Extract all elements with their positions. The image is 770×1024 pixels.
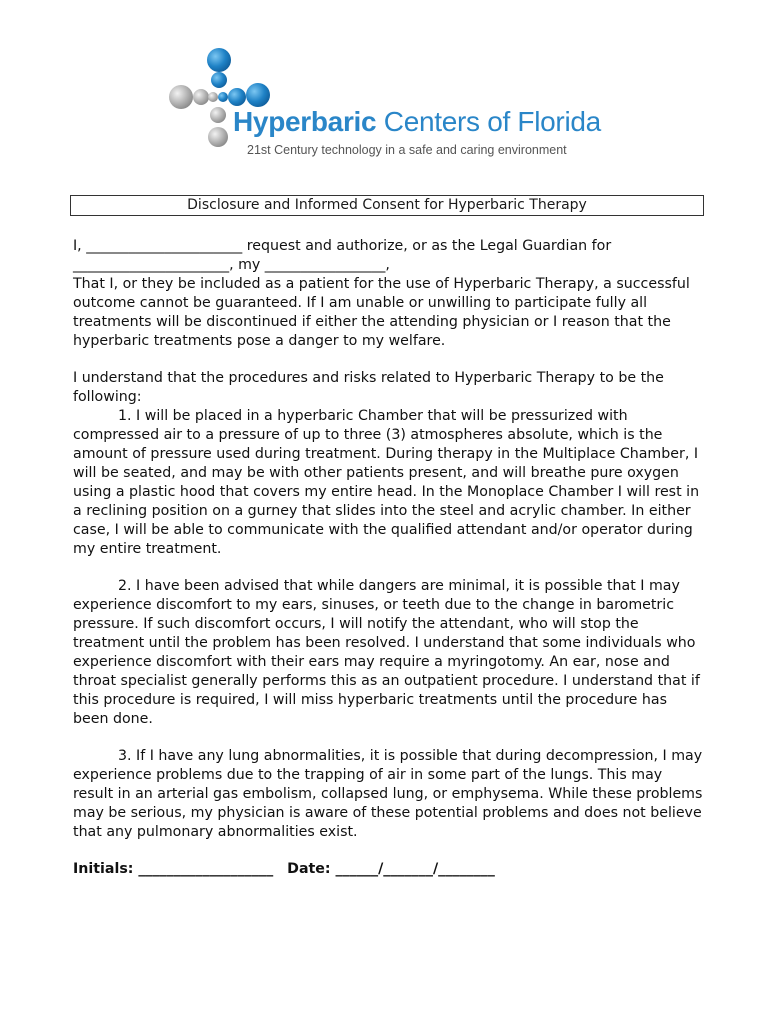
list-item-2: 2. I have been advised that while dangers are minimal, it is possible that I may experience discomfort to my ears, sinuses, or teeth due to the change in barometric pressure. If such discomfort occurs, I will notify the attendant, who will stop the treatment until the problem has been resolved. I understand that some individuals who experience discomfort with their ears may require a myringotomy. An ear, nose and throat specialist generally performs this as an outpatient procedure. I understand that if this procedure is required, I will miss hyperbaric treatments until the procedure has been done. — [73, 578, 700, 727]
company-logo — [160, 40, 620, 165]
brand-tagline: 21st Century technology in a safe and caring environment — [247, 143, 567, 157]
understand-paragraph: I understand that the procedures and risks related to Hyperbaric Therapy to be the following: — [73, 370, 664, 405]
initials-field[interactable]: Initials: ___________________ — [73, 861, 274, 877]
list-item-1: 1. I will be placed in a hyperbaric Chamber that will be pressurized with compressed air to a pressure of up to three (3) atmospheres absolute, which is the amount of pressure used during treatment. During therapy in the Multiplace Chamber, I will be seated, and may be with other patients present, and will breathe pure oxygen using a plastic hood that covers my entire head. In the Monoplace Chamber I will rest in a reclining position on a gurney that slides into the steel and acrylic chamber. In either case, I will be able to communicate with the qualified attendant and/or operator during my entire treatment. — [73, 408, 700, 557]
date-field[interactable]: Date: ______/_______/________ — [287, 861, 495, 877]
intro-line-2: ______________________, my _________________, — [73, 257, 390, 273]
document-body — [73, 237, 703, 879]
document-title: Disclosure and Informed Consent for Hyperbaric Therapy — [70, 195, 704, 216]
list-item-3: 3. If I have any lung abnormalities, it is possible that during decompression, I may experience problems due to the trapping of air in some part of the lungs. This may result in an arterial gas embolism, collapsed lung, or emphysema. While these problems may be serious, my physician is aware of these potential problems and does not believe that any pulmonary abnormalities exist. — [73, 748, 703, 840]
intro-line-1: I, ______________________ request and authorize, or as the Legal Guardian for — [73, 238, 612, 254]
brand-name: Hyperbaric Centers of Florida — [233, 106, 601, 137]
intro-paragraph: That I, or they be included as a patient for the use of Hyperbaric Therapy, a successful outcome cannot be guaranteed. If I am unable or unwilling to participate fully all treatments will be discontinued if either the attending physician or I reason that the hyperbaric treatments pose a danger to my welfare. — [73, 276, 690, 349]
signature-line — [73, 860, 703, 879]
